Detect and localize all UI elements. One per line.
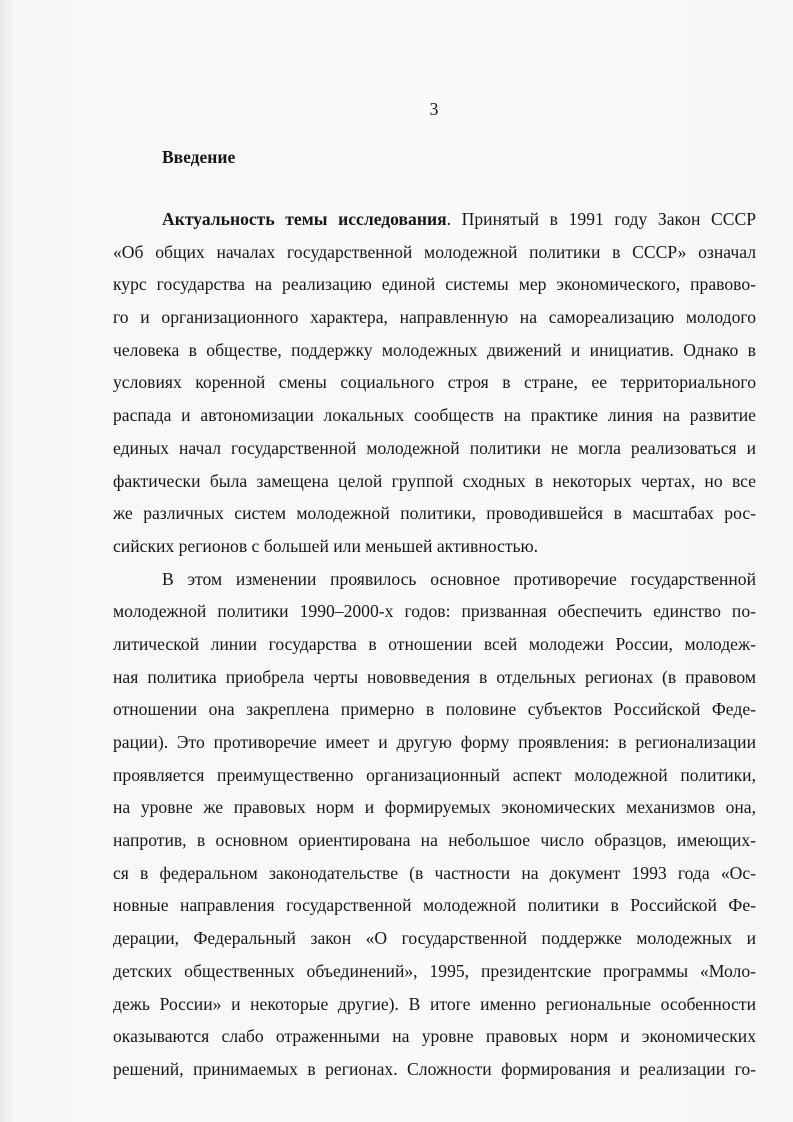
paragraph-1-line: же различных систем молодежной политики, проводившейся в масштабах рос- bbox=[113, 503, 756, 524]
paragraph-2-line: проявляется преимущественно организационный аспект молодежной политики, bbox=[113, 764, 756, 785]
paragraph-2-line: дерации, Федеральный закон «О государственной поддержке молодежных и bbox=[113, 928, 756, 949]
paragraph-2-line: напротив, в основном ориентирована на небольшое число образцов, имеющих- bbox=[113, 830, 756, 851]
paragraph-1-line: распада и автономизации локальных сообществ на практике линия на развитие bbox=[113, 405, 756, 426]
paragraph-1-line: сийских регионов с большей или меньшей активностью. bbox=[113, 535, 539, 556]
paragraph-2-line: отношении она закреплена примерно в половине субъектов Российской Феде- bbox=[113, 699, 756, 720]
paragraph-1-line: фактически была замещена целой группой сходных в некоторых чертах, но все bbox=[113, 470, 756, 491]
paragraph-2-line: ная политика приобрела черты нововведения в отдельных регионах (в правовом bbox=[113, 666, 756, 687]
paragraph-2-line: дежь России» и некоторые другие). В итоге именно региональные особенности bbox=[113, 993, 756, 1014]
paragraph-1-line: курс государства на реализацию единой системы мер экономического, правово- bbox=[113, 274, 756, 295]
paragraph-1-line-1 bbox=[113, 203, 756, 236]
paragraph-2-line: на уровне же правовых норм и формируемых экономических механизмов она, bbox=[113, 797, 756, 818]
paragraph-2-line: оказываются слабо отраженными на уровне правовых норм и экономических bbox=[113, 1026, 756, 1047]
paragraph-2-line: В этом изменении проявилось основное противоречие государственной bbox=[162, 568, 756, 589]
lead-line-rest: . Принятый в 1991 году Закон СССР bbox=[446, 209, 756, 229]
paragraph-1-line: человека в обществе, поддержку молодежных движений и инициатив. Однако в bbox=[113, 339, 756, 360]
page-number: 3 bbox=[429, 99, 439, 119]
paragraph-1-line: го и организационного характера, направленную на самореализацию молодого bbox=[113, 307, 756, 328]
paragraph-2-line: ся в федеральном законодательстве (в частности на документ 1993 года «Ос- bbox=[113, 862, 756, 883]
paragraph-1-line: единых начал государственной молодежной политики не могла реализоваться и bbox=[113, 437, 756, 458]
paragraph-2-line: новные направления государственной молодежной политики в Российской Фе- bbox=[113, 895, 756, 916]
paragraph-1-line: условиях коренной смены социального строя в стране, ее территориального bbox=[113, 372, 756, 393]
lead-phrase: Актуальность темы исследования bbox=[162, 209, 447, 229]
paragraph-2-line: молодежной политики 1990–2000-х годов: призванная обеспечить единство по- bbox=[113, 601, 756, 622]
paragraph-2-line: литической линии государства в отношении всей молодежи России, молодеж- bbox=[113, 633, 756, 654]
body-text bbox=[113, 203, 756, 1086]
paragraph-2-line: детских общественных объединений», 1995, президентские программы «Моло- bbox=[113, 960, 756, 981]
paragraph-2-line: решений, принимаемых в регионах. Сложности формирования и реализации го- bbox=[113, 1058, 756, 1079]
paragraph-2-line: рации). Это противоречие имеет и другую форму проявления: в регионализации bbox=[113, 732, 756, 752]
section-heading: Введение bbox=[162, 147, 236, 167]
paragraph-1-line: «Об общих началах государственной молодежной политики в СССР» означал bbox=[113, 241, 756, 262]
